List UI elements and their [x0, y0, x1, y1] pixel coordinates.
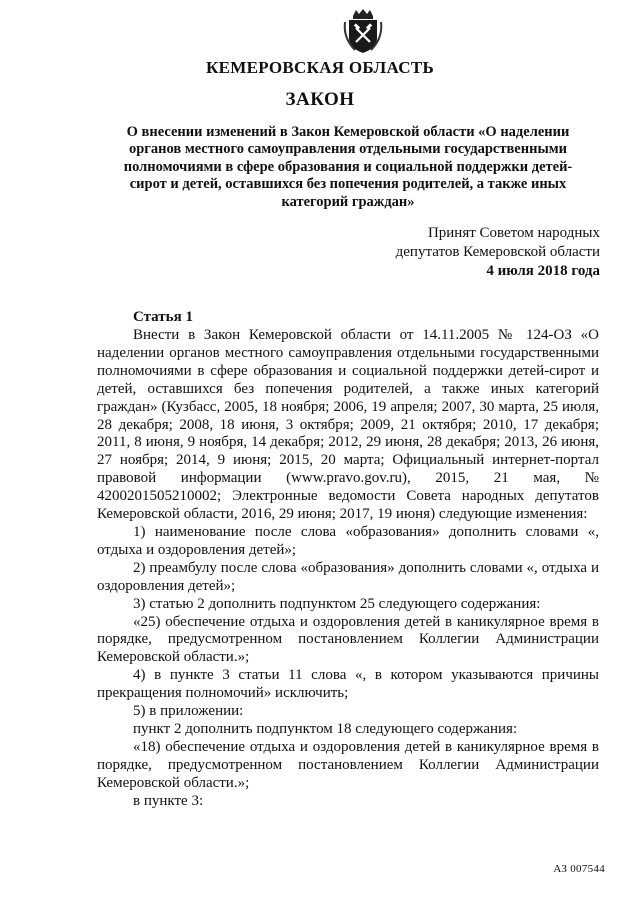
paragraph: 5) в приложении: [133, 703, 244, 720]
paragraph: «18) обеспечение отдыха и оздоровления детей в каникулярное время в порядке, предусмотренном постановлением Коллегии Администрации Кемеровской области.»; [97, 738, 599, 791]
paragraph: пункт 2 дополнить подпунктом 18 следующего содержания: [133, 720, 518, 737]
adoption-line-1: Принят Советом народных [427, 225, 600, 241]
law-title: О внесении изменений в Закон Кемеровской области «О наделении органов местного самоуправления отдельными государственными полномочиями в сфере образования и социальной поддержки детей-сирот и детей, оставшихся без попечения родителей, а также иных категорий граждан» [123, 124, 573, 210]
serial-number: АЗ 007544 [553, 863, 605, 875]
article-body [97, 327, 599, 810]
article-heading: Статья 1 [133, 309, 193, 325]
paragraph: 4) в пункте 3 статьи 11 слова «, в котором указываются причины прекращения полномочий» исключить; [97, 667, 599, 702]
document-type: ЗАКОН [285, 89, 355, 110]
adoption-date: 4 июля 2018 года [486, 263, 600, 279]
coat-of-arms-icon [341, 8, 385, 54]
region-name: КЕМЕРОВСКАЯ ОБЛАСТЬ [206, 58, 434, 77]
paragraph: 2) преамбулу после слова «образования» дополнить словами «, отдыха и оздоровления детей»; [97, 559, 599, 594]
adoption-line-2: депутатов Кемеровской области [395, 244, 600, 260]
paragraph: «25) обеспечение отдыха и оздоровления детей в каникулярное время в порядке, предусмотренном постановлением Коллегии Администрации Кемеровской области.»; [97, 613, 599, 666]
paragraph: Внести в Закон Кемеровской области от 14.11.2005 № 124-ОЗ «О наделении органов местного самоуправления отдельными государственными полномочиями в сфере образования и социальной поддержки детей-сирот и детей, оставшихся без попечения родителей, а также иных категорий граждан» (Кузбасс, 2005, 18 ноября; 2006, 19 апреля; 2007, 30 марта, 25 июля, 28 декабря; 2008, 18 июня, 3 октября; 2009, 21 октября; 2010, 17 декабря; 2011, 8 июня, 9 ноября, 14 декабря; 2012, 29 июня, 28 декабря; 2013, 26 июня, 27 ноября; 2014, 9 июня; 2015, 20 марта; Официальный интернет-портал правовой информации (www.pravo.gov.ru), 2015, 21 мая, № 4200201505210002; Электронные ведомости Совета народных депутатов Кемеровской области, 2016, 29 июня; 2017, 19 июня) следующие изменения: [97, 327, 599, 523]
paragraph: 3) статью 2 дополнить подпунктом 25 следующего содержания: [133, 595, 541, 612]
adoption-block [396, 224, 600, 281]
paragraph: 1) наименование после слова «образования» дополнить словами «, отдыха и оздоровления детей»; [97, 523, 599, 558]
paragraph: в пункте 3: [133, 792, 204, 809]
